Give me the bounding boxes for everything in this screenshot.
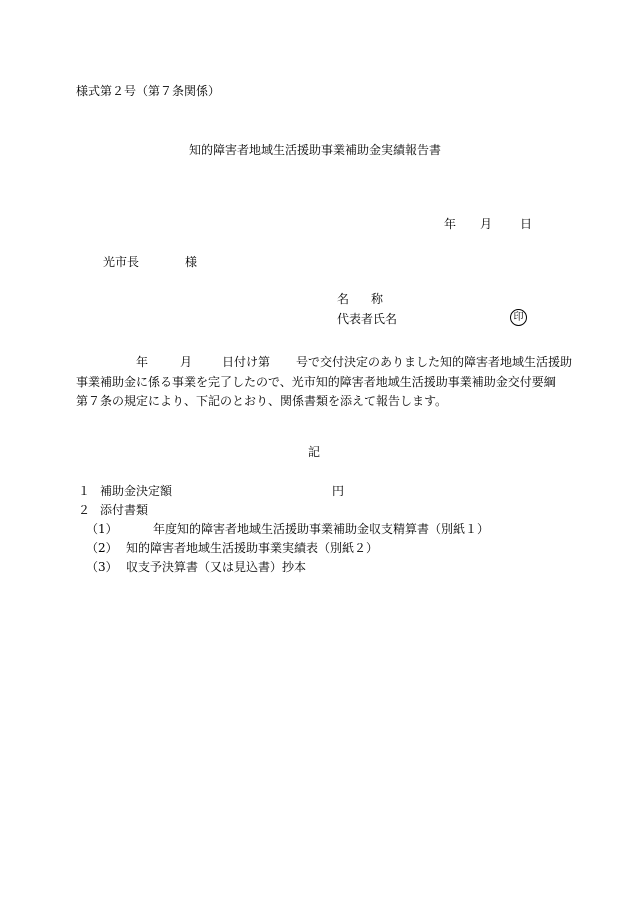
applicant-name-label: 名称 [337, 292, 406, 306]
sub-item-2-text: 知的障害者地域生活援助事業実績表（別紙２） [126, 541, 379, 555]
form-number: 様式第２号（第７条関係） [76, 84, 221, 98]
body-line1-rest: 号で交付決定のありました知的障害者地域生活援助 [296, 355, 573, 369]
addressee-honorific: 様 [185, 255, 198, 269]
item-2-number: ２ [78, 503, 91, 517]
date-month-label: 月 [480, 217, 493, 231]
body-day-suffix: 日付け第 [222, 355, 271, 369]
sub-item-3-number: （3） [86, 560, 118, 574]
item-2 [78, 501, 489, 520]
document-title: 知的障害者地域生活援助事業補助金実績報告書 [189, 143, 442, 157]
date-line [444, 217, 532, 231]
date-year-label: 年 [444, 217, 457, 231]
sub-item-1-number: （1） [86, 522, 118, 536]
addressee-name: 光市長 [103, 255, 140, 269]
sub-item-1-text: 年度知的障害者地域生活援助事業補助金収支精算書（別紙１） [153, 522, 490, 536]
representative-label: 代表者氏名 [337, 312, 398, 326]
date-day-label: 日 [520, 217, 533, 231]
item-list [78, 482, 489, 577]
body-year: 年 [136, 355, 149, 369]
body-month: 月 [180, 355, 193, 369]
sub-item-2-number: （2） [86, 541, 118, 555]
addressee [103, 255, 197, 269]
body-text [76, 353, 581, 412]
item-1-unit: 円 [332, 484, 345, 498]
body-line-2: 事業補助金に係る事業を完了したので、光市知的障害者地域生活援助事業補助金交付要綱 [76, 374, 556, 389]
sub-item-3-text: 収支予決算書（又は見込書）抄本 [126, 560, 307, 574]
sub-item-2 [78, 539, 489, 558]
item-2-label: 添付書類 [100, 503, 149, 517]
body-line-1 [76, 353, 581, 373]
body-line-3: 第７条の規定により、下記のとおり、関係書類を添えて報告します。 [76, 394, 448, 408]
seal-mark: 印 [510, 309, 527, 326]
sub-item-1 [78, 520, 489, 539]
item-1-label: 補助金決定額 [100, 484, 173, 498]
ki-heading: 記 [308, 445, 321, 459]
item-1-number: １ [78, 484, 91, 498]
item-1 [78, 482, 489, 501]
sub-item-3 [78, 558, 489, 577]
